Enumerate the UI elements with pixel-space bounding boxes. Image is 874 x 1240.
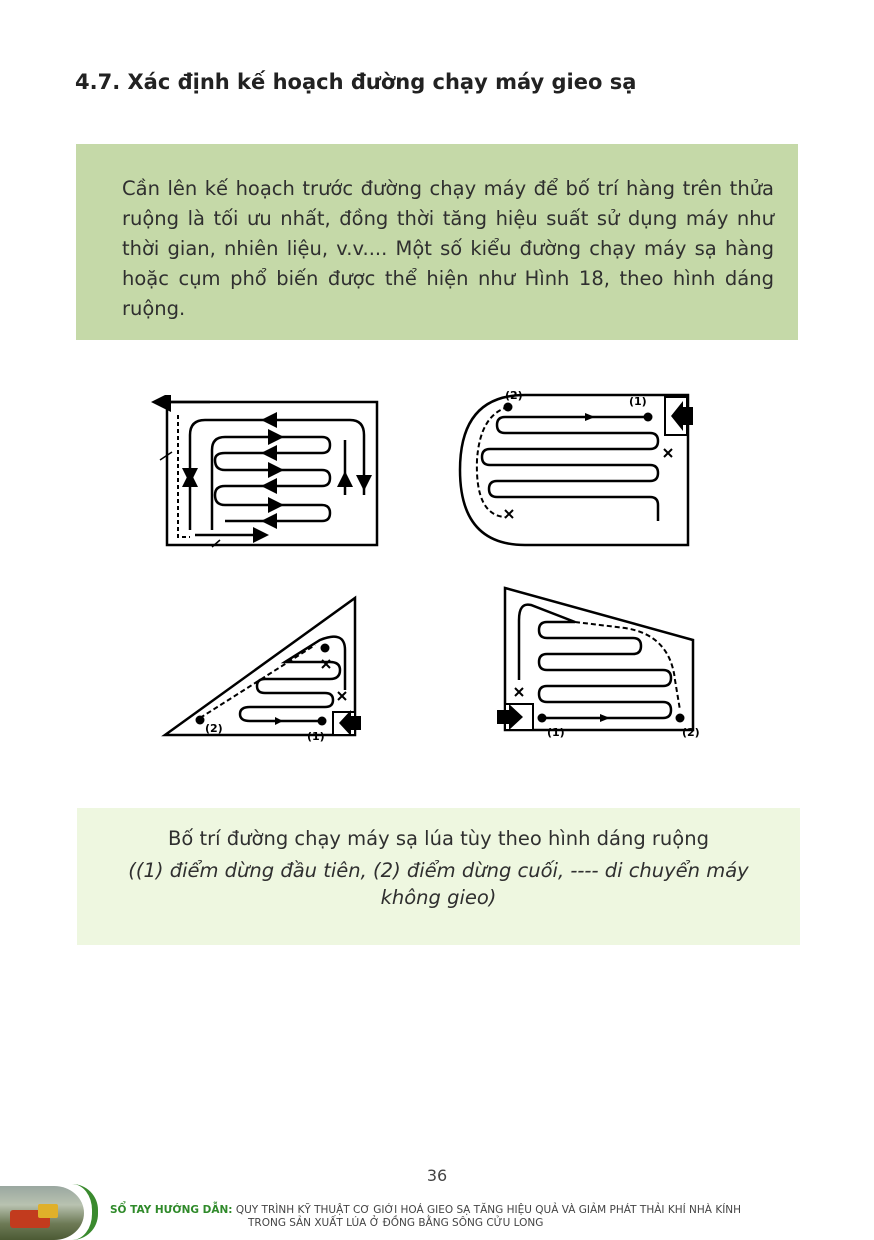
- footer-title-line1: [110, 1204, 741, 1217]
- last-stop-label: (2): [505, 389, 523, 402]
- page-footer: [0, 1182, 874, 1240]
- seeder-hopper-shape: [38, 1204, 58, 1218]
- triangle-last-stop-label: (2): [205, 722, 223, 735]
- triangle-first-stop-label: (1): [307, 730, 325, 743]
- intro-text: Cần lên kế hoạch trước đường chạy máy để bố trí hàng trên thửa ruộng là tối ưu nhất, đồng thời tăng hiệu suất sử dụng máy như thời gian, nhiên liệu, v.v.... Một số kiểu đường chạy máy sạ hàng hoặc cụm phổ biến được thể hiện như Hình 18, theo hình dáng ruộng.: [122, 177, 774, 320]
- rounded-field-diagram: [445, 385, 705, 555]
- figure-caption-box: [77, 808, 800, 945]
- figure-caption-note: ((1) điểm dừng đầu tiên, (2) điểm dừng cuối, ---- di chuyển máy không gieo): [128, 859, 749, 909]
- footer-title-text: QUY TRÌNH KỸ THUẬT CƠ GIỚI HOÁ GIEO SẠ TĂNG HIỆU QUẢ VÀ GIẢM PHÁT THẢI KHÍ NHÀ KÍNH: [235, 1204, 742, 1216]
- trapezoid-field-diagram: [485, 580, 715, 740]
- triangle-field-diagram: [155, 590, 365, 750]
- page-number: 36: [426, 1166, 448, 1185]
- footer-label: SỔ TAY HƯỚNG DẪN:: [110, 1204, 233, 1216]
- section-heading: 4.7. Xác định kế hoạch đường chạy máy gieo sạ: [75, 70, 637, 94]
- figure-caption-title: Bố trí đường chạy máy sạ lúa tùy theo hình dáng ruộng: [168, 827, 709, 850]
- first-stop-label: (1): [629, 395, 647, 408]
- trapezoid-first-stop-label: (1): [547, 726, 565, 739]
- field-path-figure: [140, 380, 740, 750]
- rectangle-field-diagram: [150, 395, 390, 565]
- footer-title-line2: TRONG SẢN XUẤT LÚA Ở ĐỒNG BẰNG SÔNG CỬU LONG: [248, 1217, 544, 1229]
- footer-green-arc: [72, 1184, 98, 1240]
- trapezoid-last-stop-label: (2): [682, 726, 700, 739]
- intro-box: [76, 144, 798, 340]
